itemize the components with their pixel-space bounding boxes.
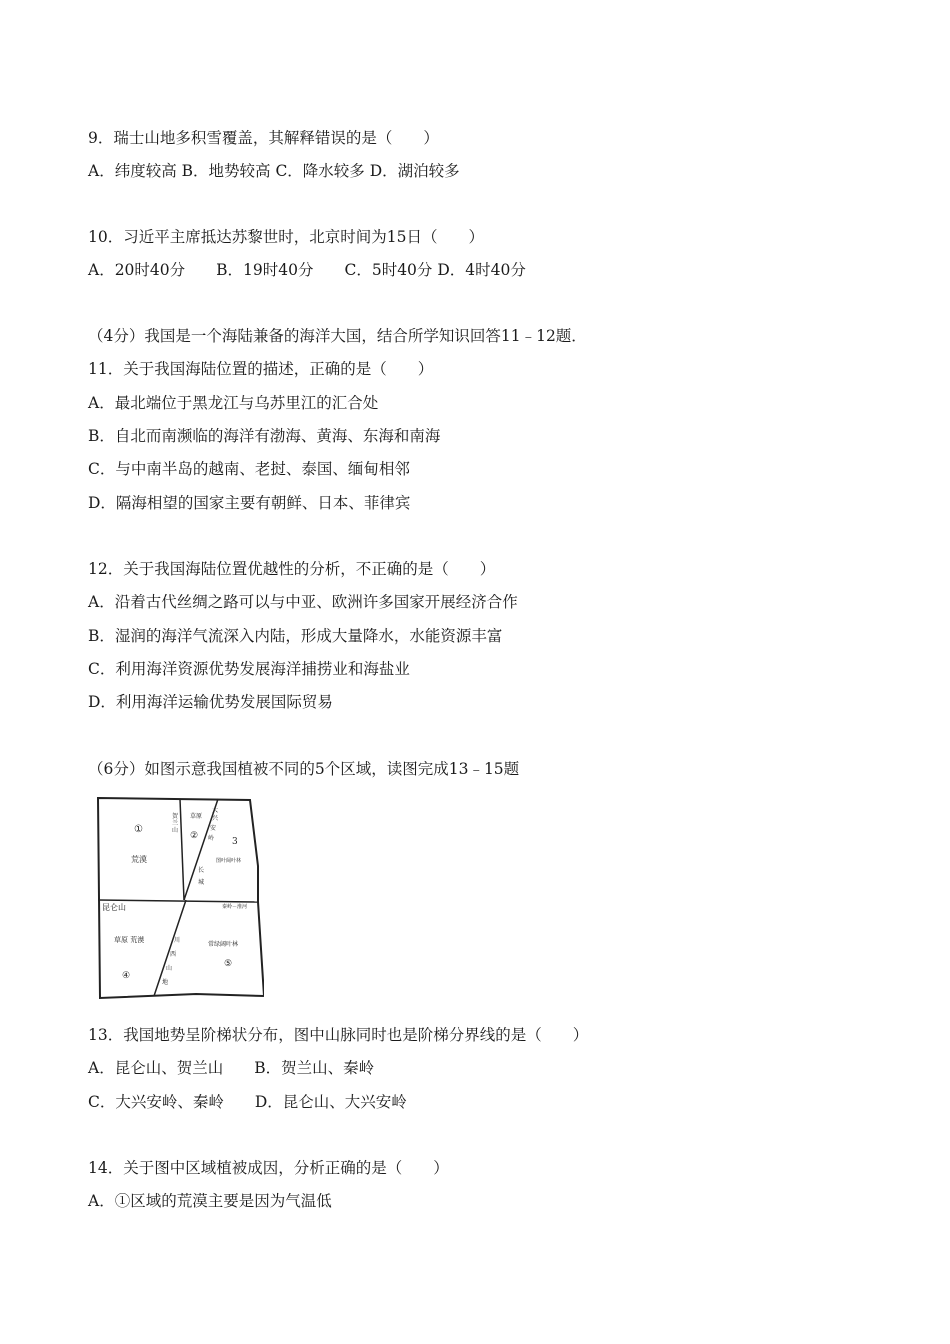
region3-label: 图叶阔叶林 bbox=[216, 858, 242, 864]
region3-number: 3 bbox=[232, 837, 238, 847]
region5-number: ⑤ bbox=[224, 959, 233, 969]
q9-options: A．纬度较高 B．地势较高 C．降水较多 D．湖泊较多 bbox=[88, 162, 460, 180]
daxing-char-2: 兴 bbox=[212, 815, 219, 822]
q10-stem: 10．习近平主席抵达苏黎世时，北京时间为15日（ ） bbox=[88, 228, 484, 246]
q11-option-b: B．自北而南濒临的海洋有渤海、黄海、东海和南海 bbox=[88, 427, 441, 445]
helan-char-1: 贺 bbox=[172, 813, 179, 820]
q11-option-d: D．隔海相望的国家主要有朝鲜、日本、菲律宾 bbox=[88, 494, 411, 512]
hengduan-char-2: 西 bbox=[170, 951, 177, 958]
region1-number: ① bbox=[134, 824, 143, 835]
daxing-char-4: 岭 bbox=[208, 835, 215, 842]
intro-13-15: （6分）如图示意我国植被不同的5个区域，读图完成13﹣15题 bbox=[88, 760, 520, 778]
intro-11-12: （4分）我国是一个海陆兼备的海洋大国，结合所学知识回答11﹣12题． bbox=[88, 327, 587, 345]
q12-option-c: C．利用海洋资源优势发展海洋捕捞业和海盐业 bbox=[88, 660, 410, 678]
kunlun-line bbox=[98, 900, 258, 902]
daxing-char-3: 安 bbox=[210, 825, 217, 832]
changcheng-char-1: 长 bbox=[198, 867, 205, 874]
q13-options-cd: C．大兴安岭、秦岭 D．昆仑山、大兴安岭 bbox=[88, 1093, 407, 1111]
region1-label: 荒漠 bbox=[131, 855, 147, 864]
kunlun-label: 昆仑山 bbox=[102, 903, 126, 912]
q12-stem: 12．关于我国海陆位置优越性的分析，不正确的是（ ） bbox=[88, 560, 496, 578]
q14-stem: 14．关于图中区域植被成因，分析正确的是（ ） bbox=[88, 1159, 449, 1177]
q11-option-a: A．最北端位于黑龙江与乌苏里江的汇合处 bbox=[88, 394, 379, 412]
region5-label: 常绿阔叶林 bbox=[208, 941, 239, 948]
region2-label: 草原 bbox=[190, 813, 203, 820]
q12-option-b: B．湿润的海洋气流深入内陆，形成大量降水，水能资源丰富 bbox=[88, 627, 503, 645]
hengduan-char-3: 山 bbox=[166, 965, 173, 972]
hengduan-line bbox=[154, 900, 186, 996]
q13-stem: 13．我国地势呈阶梯状分布，图中山脉同时也是阶梯分界线的是（ ） bbox=[88, 1026, 589, 1044]
q11-option-c: C．与中南半岛的越南、老挝、泰国、缅甸相邻 bbox=[88, 460, 410, 478]
daxing-char-1: 大 bbox=[212, 807, 219, 814]
vegetation-region-map bbox=[96, 796, 264, 1000]
q12-option-d: D．利用海洋运输优势发展国际贸易 bbox=[88, 693, 333, 711]
helan-line bbox=[180, 799, 184, 900]
q13-options-ab: A．昆仑山、贺兰山 B．贺兰山、秦岭 bbox=[88, 1059, 375, 1077]
helan-char-3: 山 bbox=[172, 827, 179, 834]
region4-label: 草原 荒漠 bbox=[114, 936, 145, 944]
q10-options: A．20时40分 B．19时40分 C．5时40分 D．4时40分 bbox=[88, 261, 526, 279]
q9-stem: 9．瑞士山地多积雪覆盖，其解释错误的是（ ） bbox=[88, 129, 439, 147]
changcheng-char-2: 城 bbox=[198, 879, 205, 886]
qinling-label: 秦岭－淮河 bbox=[222, 904, 248, 910]
q14-option-a: A．①区域的荒漠主要是因为气温低 bbox=[88, 1192, 332, 1210]
q11-stem: 11．关于我国海陆位置的描述，正确的是（ ） bbox=[88, 360, 434, 378]
helan-char-2: 兰 bbox=[172, 820, 179, 827]
region2-number: ② bbox=[190, 831, 199, 841]
q12-option-a: A．沿着古代丝绸之路可以与中亚、欧洲许多国家开展经济合作 bbox=[88, 593, 518, 611]
hengduan-char-1: 川 bbox=[174, 937, 181, 944]
hengduan-char-4: 地 bbox=[162, 979, 169, 986]
region4-number: ④ bbox=[122, 971, 131, 981]
